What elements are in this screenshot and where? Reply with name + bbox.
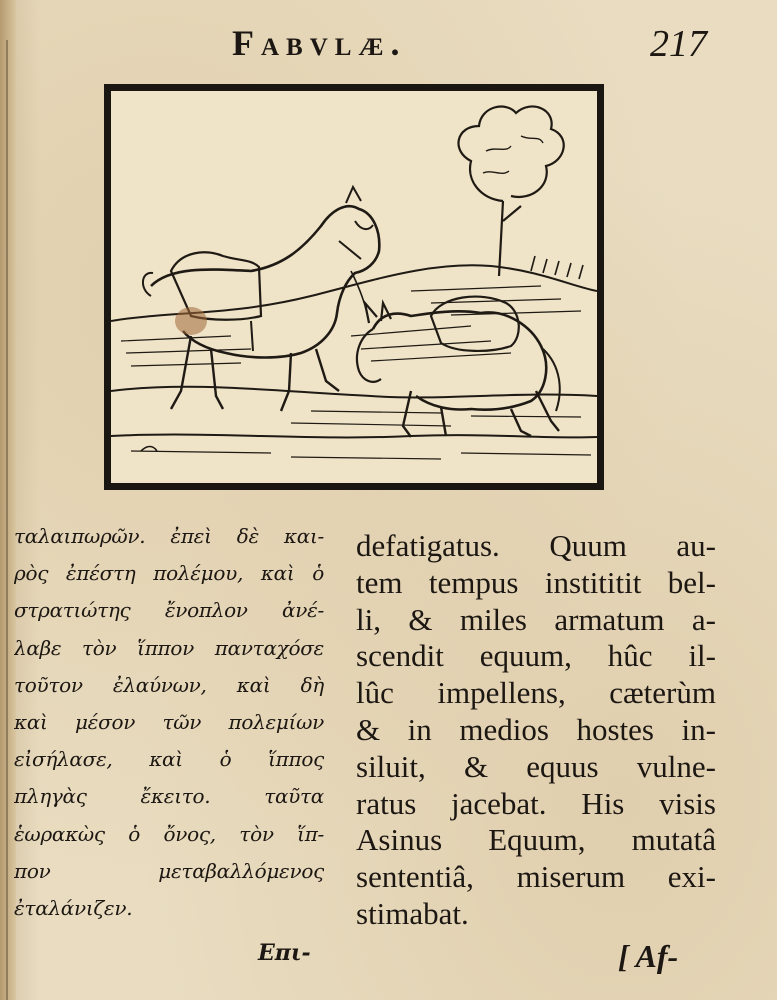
latin-line: siluit, & equus vulne-: [356, 748, 716, 784]
page-number: 217: [650, 23, 707, 65]
latin-line: ratus jacebat. His visis: [356, 785, 716, 821]
greek-line: πον μεταβαλλόμενος: [14, 858, 324, 883]
latin-line: stimabat.: [356, 895, 469, 931]
greek-line: τοῦτον ἐλαύνων, καὶ δὴ: [14, 672, 324, 697]
latin-line: defatigatus. Quum au-: [356, 528, 716, 563]
greek-line: ἑωρακὼς ὁ ὄνος, τὸν ἵπ-: [14, 821, 324, 846]
page-header: [0, 18, 777, 70]
greek-line: λαβε τὸν ἵππον πανταχόσε: [14, 635, 324, 660]
greek-line: στρατιώτης ἔνοπλον ἀνέ-: [14, 598, 324, 623]
woodcut-illustration: [104, 84, 604, 490]
greek-line: ρὸς ἐπέστη πολέμου, καὶ ὁ: [14, 561, 324, 586]
latin-line: tem tempus instititit bel-: [356, 564, 716, 600]
latin-line: & in medios hostes in-: [356, 711, 716, 747]
greek-line: ἐταλάνιζεν.: [14, 895, 133, 920]
greek-catchword: Επι-: [258, 940, 311, 966]
greek-line: ταλαιπωρῶν. ἐπεὶ δὲ και-: [14, 524, 324, 548]
greek-text-column: [14, 518, 324, 927]
greek-line: εἰσήλασε, καὶ ὁ ἵππος: [14, 747, 324, 772]
latin-line: Asinus Equum, mutatâ: [356, 822, 716, 858]
latin-catchword: [ Af-: [618, 938, 679, 974]
latin-line: lûc impellens, cæterùm: [356, 675, 716, 711]
latin-line: scendit equum, hûc il-: [356, 638, 716, 674]
latin-text-column: [356, 528, 716, 933]
gutter-shadow: [6, 40, 8, 1000]
running-title: Fabvlæ.: [232, 23, 407, 63]
latin-line: sententiâ, miserum exi-: [356, 859, 716, 895]
greek-line: καὶ μέσον τῶν πολεμίων: [14, 709, 324, 734]
greek-line: πληγὰς ἔκειτο. ταῦτα: [14, 784, 324, 809]
latin-line: li, & miles armatum a-: [356, 601, 716, 637]
woodcut-horse-and-ass-icon: [111, 91, 597, 483]
